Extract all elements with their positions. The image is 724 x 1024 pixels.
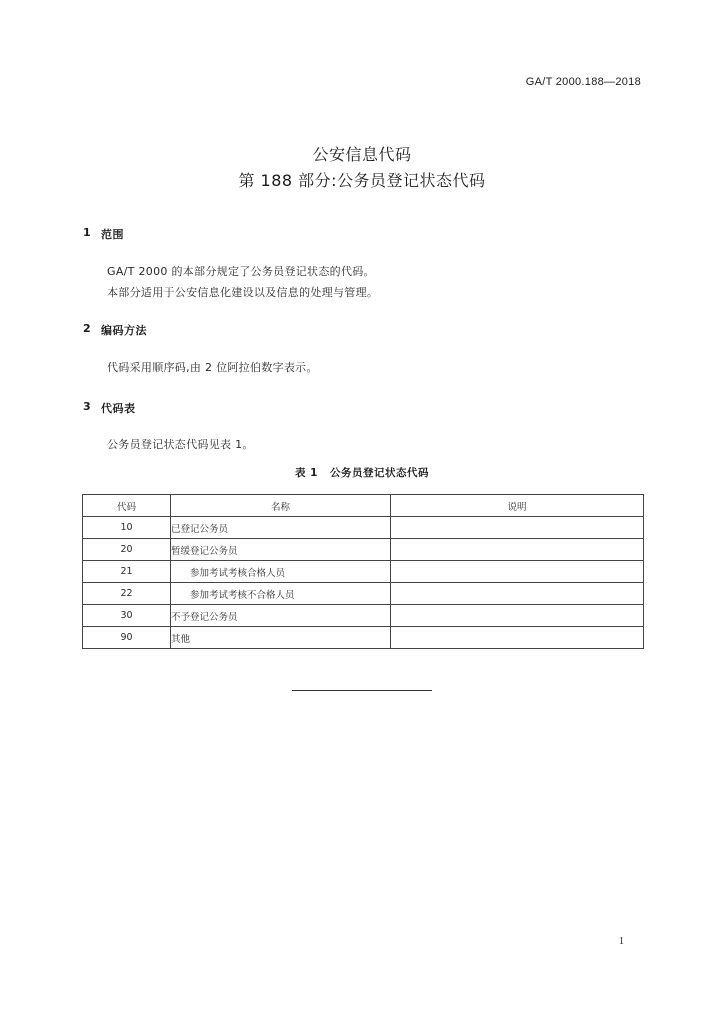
table-caption-label: 表 1 xyxy=(295,467,318,479)
page-number: 1 xyxy=(619,936,624,947)
cell-note xyxy=(391,517,644,539)
cell-code: 21 xyxy=(83,561,171,583)
cell-code: 10 xyxy=(83,517,171,539)
paragraph: 本部分适用于公安信息化建设以及信息的处理与管理。 xyxy=(107,286,379,299)
section-number: 3 xyxy=(83,400,91,413)
document-subtitle: 第 188 部分:公务员登记状态代码 xyxy=(238,171,486,190)
cell-name: 其他 xyxy=(171,627,391,649)
table-row xyxy=(83,539,644,561)
paragraph: GA/T 2000 的本部分规定了公务员登记状态的代码。 xyxy=(107,265,375,278)
column-header-code: 代码 xyxy=(83,495,171,517)
table-row xyxy=(83,583,644,605)
table-caption xyxy=(0,465,724,480)
cell-name: 已登记公务员 xyxy=(171,517,391,539)
cell-name: 参加考试考核不合格人员 xyxy=(171,583,391,605)
table-row xyxy=(83,627,644,649)
cell-code: 22 xyxy=(83,583,171,605)
end-rule-divider xyxy=(292,690,432,691)
paragraph: 代码采用顺序码,由 2 位阿拉伯数字表示。 xyxy=(107,361,318,374)
cell-note xyxy=(391,561,644,583)
cell-name: 参加考试考核合格人员 xyxy=(171,561,391,583)
section-heading-code-table: 代码表 xyxy=(101,402,136,415)
section-number: 1 xyxy=(83,226,91,239)
column-header-note: 说明 xyxy=(391,495,644,517)
table-header-row xyxy=(83,495,644,517)
cell-note xyxy=(391,605,644,627)
cell-note xyxy=(391,627,644,649)
table-row xyxy=(83,517,644,539)
table-row xyxy=(83,605,644,627)
paragraph: 公务员登记状态代码见表 1。 xyxy=(107,438,254,451)
cell-code: 20 xyxy=(83,539,171,561)
section-heading-coding-method: 编码方法 xyxy=(101,324,147,337)
cell-name: 不予登记公务员 xyxy=(171,605,391,627)
cell-code: 30 xyxy=(83,605,171,627)
table-row xyxy=(83,561,644,583)
cell-note xyxy=(391,539,644,561)
code-table xyxy=(82,494,644,649)
cell-code: 90 xyxy=(83,627,171,649)
section-heading-scope: 范围 xyxy=(101,228,124,241)
document-title: 公安信息代码 xyxy=(312,145,412,164)
cell-note xyxy=(391,583,644,605)
document-code: GA/T 2000.188—2018 xyxy=(525,76,641,88)
section-number: 2 xyxy=(83,322,91,335)
column-header-name: 名称 xyxy=(171,495,391,517)
cell-name: 暂缓登记公务员 xyxy=(171,539,391,561)
table-caption-title: 公务员登记状态代码 xyxy=(329,467,429,479)
